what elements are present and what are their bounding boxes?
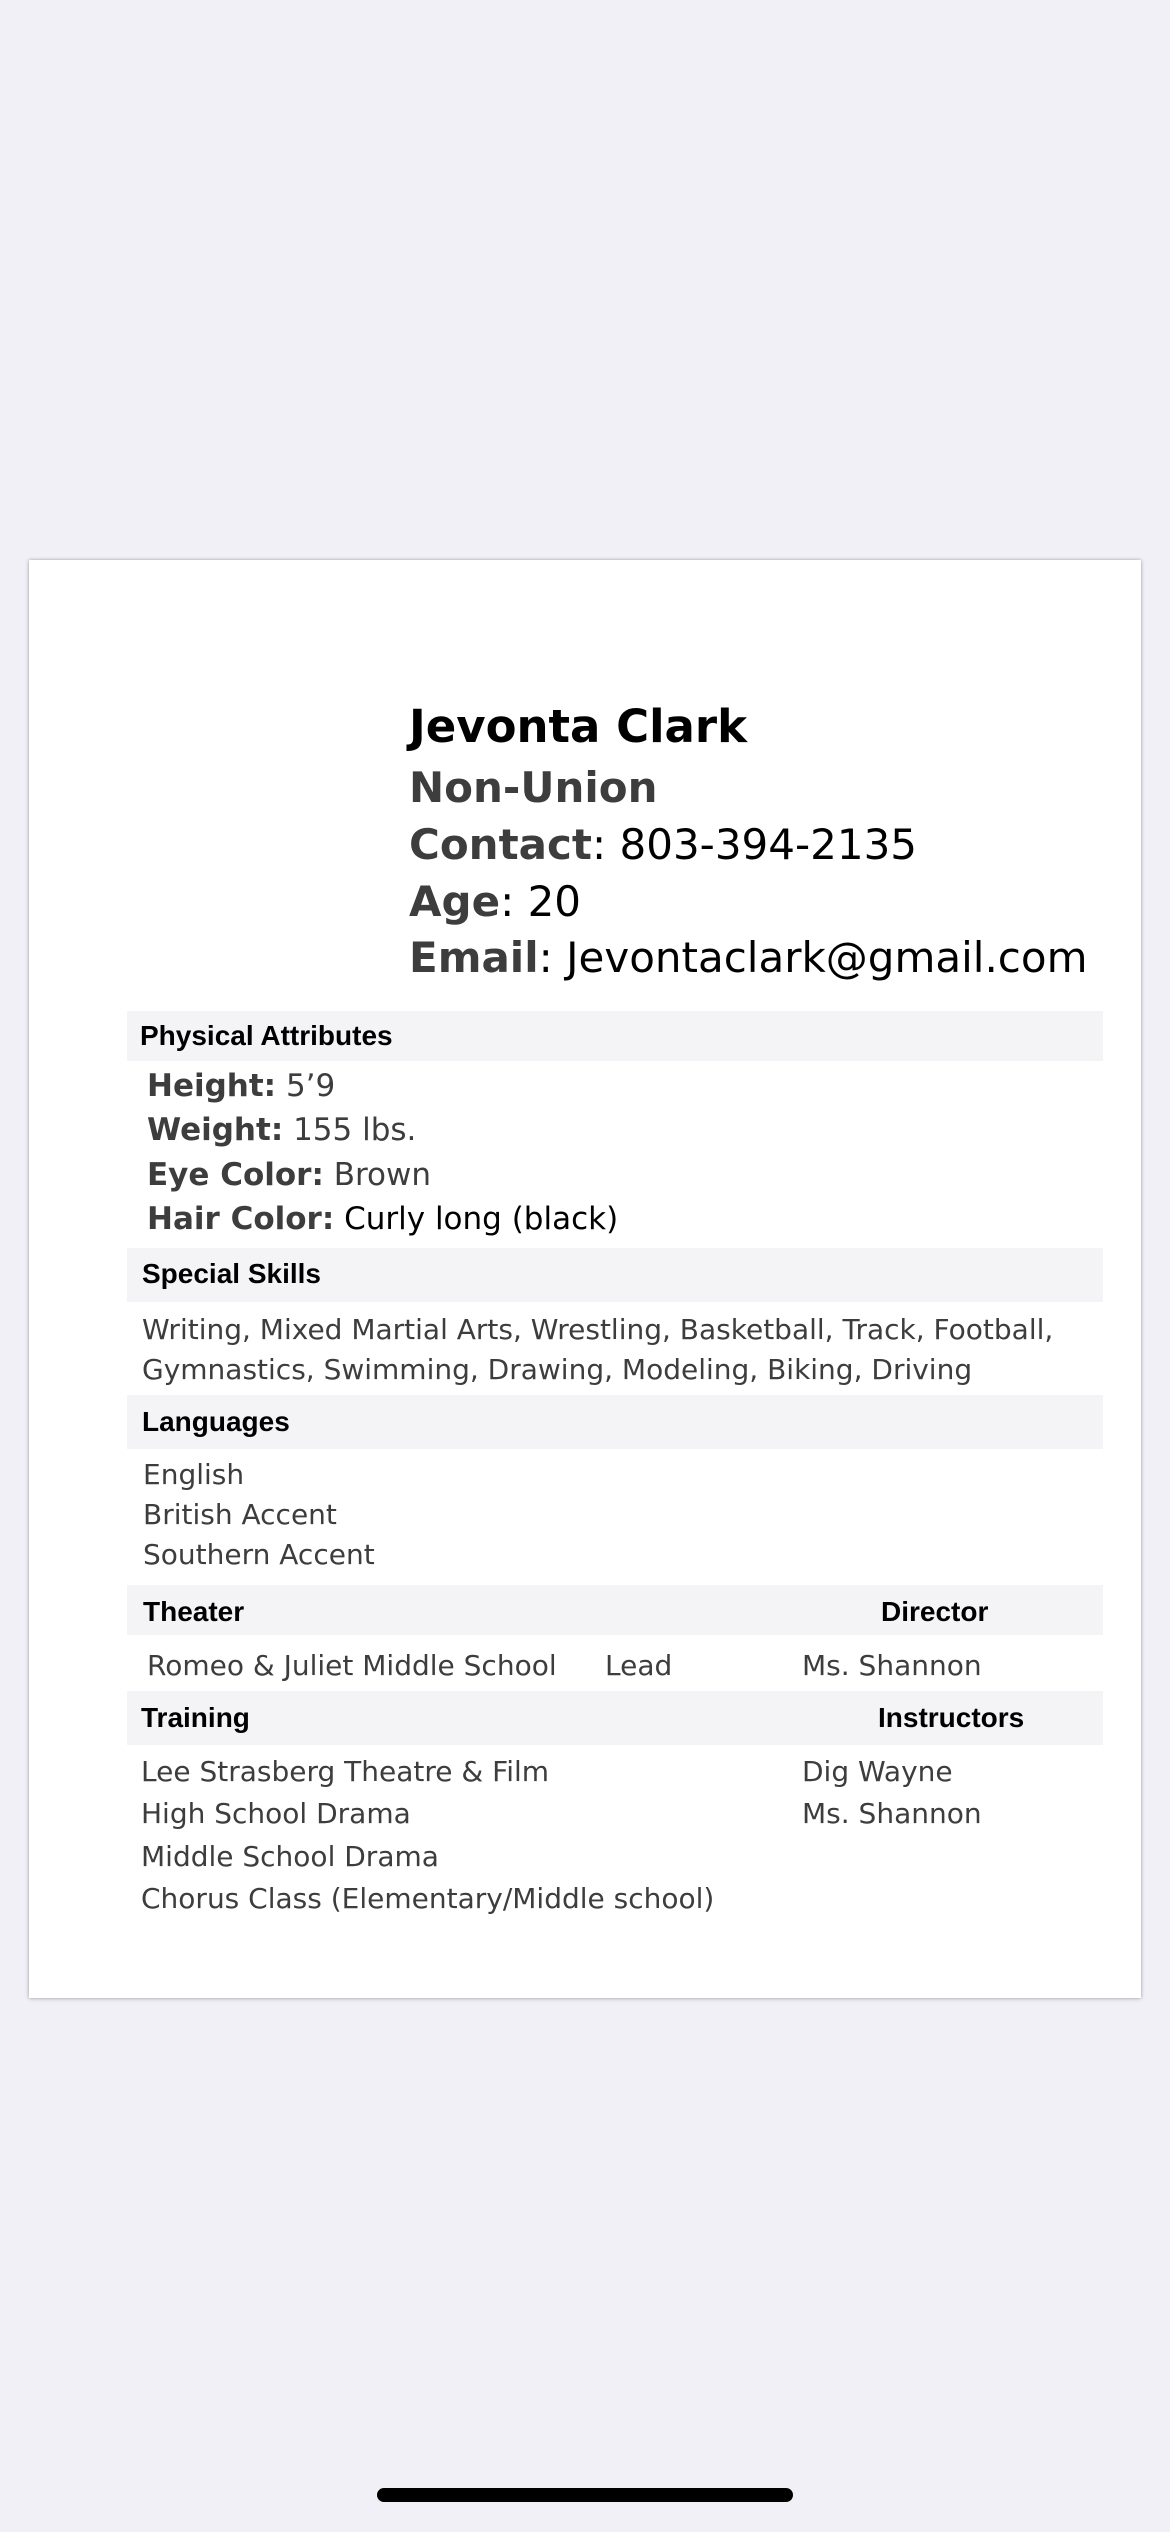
- physical-attributes-title: Physical Attributes: [140, 1020, 393, 1051]
- email-value: Jevontaclark@gmail.com: [566, 933, 1088, 982]
- contact-label: Contact: [409, 820, 592, 869]
- training-course: High School Drama: [141, 1797, 411, 1830]
- height-row: [147, 1068, 335, 1104]
- training-course: Middle School Drama: [141, 1840, 439, 1873]
- hair-color-value: Curly long (black): [344, 1201, 619, 1237]
- training-instructor: Dig Wayne: [802, 1755, 953, 1788]
- skills-line-1: Writing, Mixed Martial Arts, Wrestling, Basketball, Track, Football,: [142, 1313, 1054, 1346]
- age-value: 20: [527, 877, 582, 926]
- contact-line: Contact: 803-394-2135: [409, 820, 918, 869]
- height-value: 5’9: [285, 1068, 336, 1104]
- language-item: English: [143, 1458, 245, 1491]
- theater-director: Ms. Shannon: [802, 1649, 982, 1682]
- actor-name: Jevonta Clark: [409, 700, 748, 753]
- eye-color-label: Eye Color:: [147, 1157, 324, 1193]
- weight-row: [147, 1112, 416, 1148]
- height-label: Height:: [147, 1068, 277, 1104]
- age-label: Age: [409, 877, 501, 926]
- eye-color-row: [147, 1157, 431, 1193]
- weight-label: Weight:: [147, 1112, 284, 1148]
- language-item: British Accent: [143, 1498, 337, 1531]
- eye-color-value: Brown: [333, 1157, 432, 1193]
- special-skills-title: Special Skills: [142, 1258, 321, 1289]
- language-item: Southern Accent: [143, 1538, 375, 1571]
- email-label: Email: [409, 933, 539, 982]
- hair-color-row: [147, 1201, 618, 1237]
- theater-title: Theater: [143, 1596, 245, 1627]
- contact-phone: 803-394-2135: [619, 820, 918, 869]
- instructors-header: Instructors: [878, 1702, 1025, 1733]
- theater-role: Lead: [605, 1649, 673, 1682]
- training-course: Lee Strasberg Theatre & Film: [141, 1755, 550, 1788]
- email-line: Email: Jevontaclark@gmail.com: [409, 933, 1088, 982]
- weight-value: 155 lbs.: [293, 1112, 417, 1148]
- director-header: Director: [881, 1596, 989, 1627]
- resume-page: [29, 560, 1141, 1998]
- languages-title: Languages: [142, 1406, 290, 1437]
- skills-line-2: Gymnastics, Swimming, Drawing, Modeling, Biking, Driving: [142, 1353, 973, 1386]
- theater-production: Romeo & Juliet Middle School: [147, 1649, 557, 1682]
- training-course: Chorus Class (Elementary/Middle school): [141, 1882, 715, 1915]
- training-instructor: Ms. Shannon: [802, 1797, 982, 1830]
- hair-color-label: Hair Color:: [147, 1201, 335, 1237]
- training-title: Training: [141, 1702, 250, 1733]
- home-indicator[interactable]: [377, 2488, 793, 2502]
- age-line: Age: 20: [409, 877, 582, 926]
- union-status: Non-Union: [409, 763, 658, 812]
